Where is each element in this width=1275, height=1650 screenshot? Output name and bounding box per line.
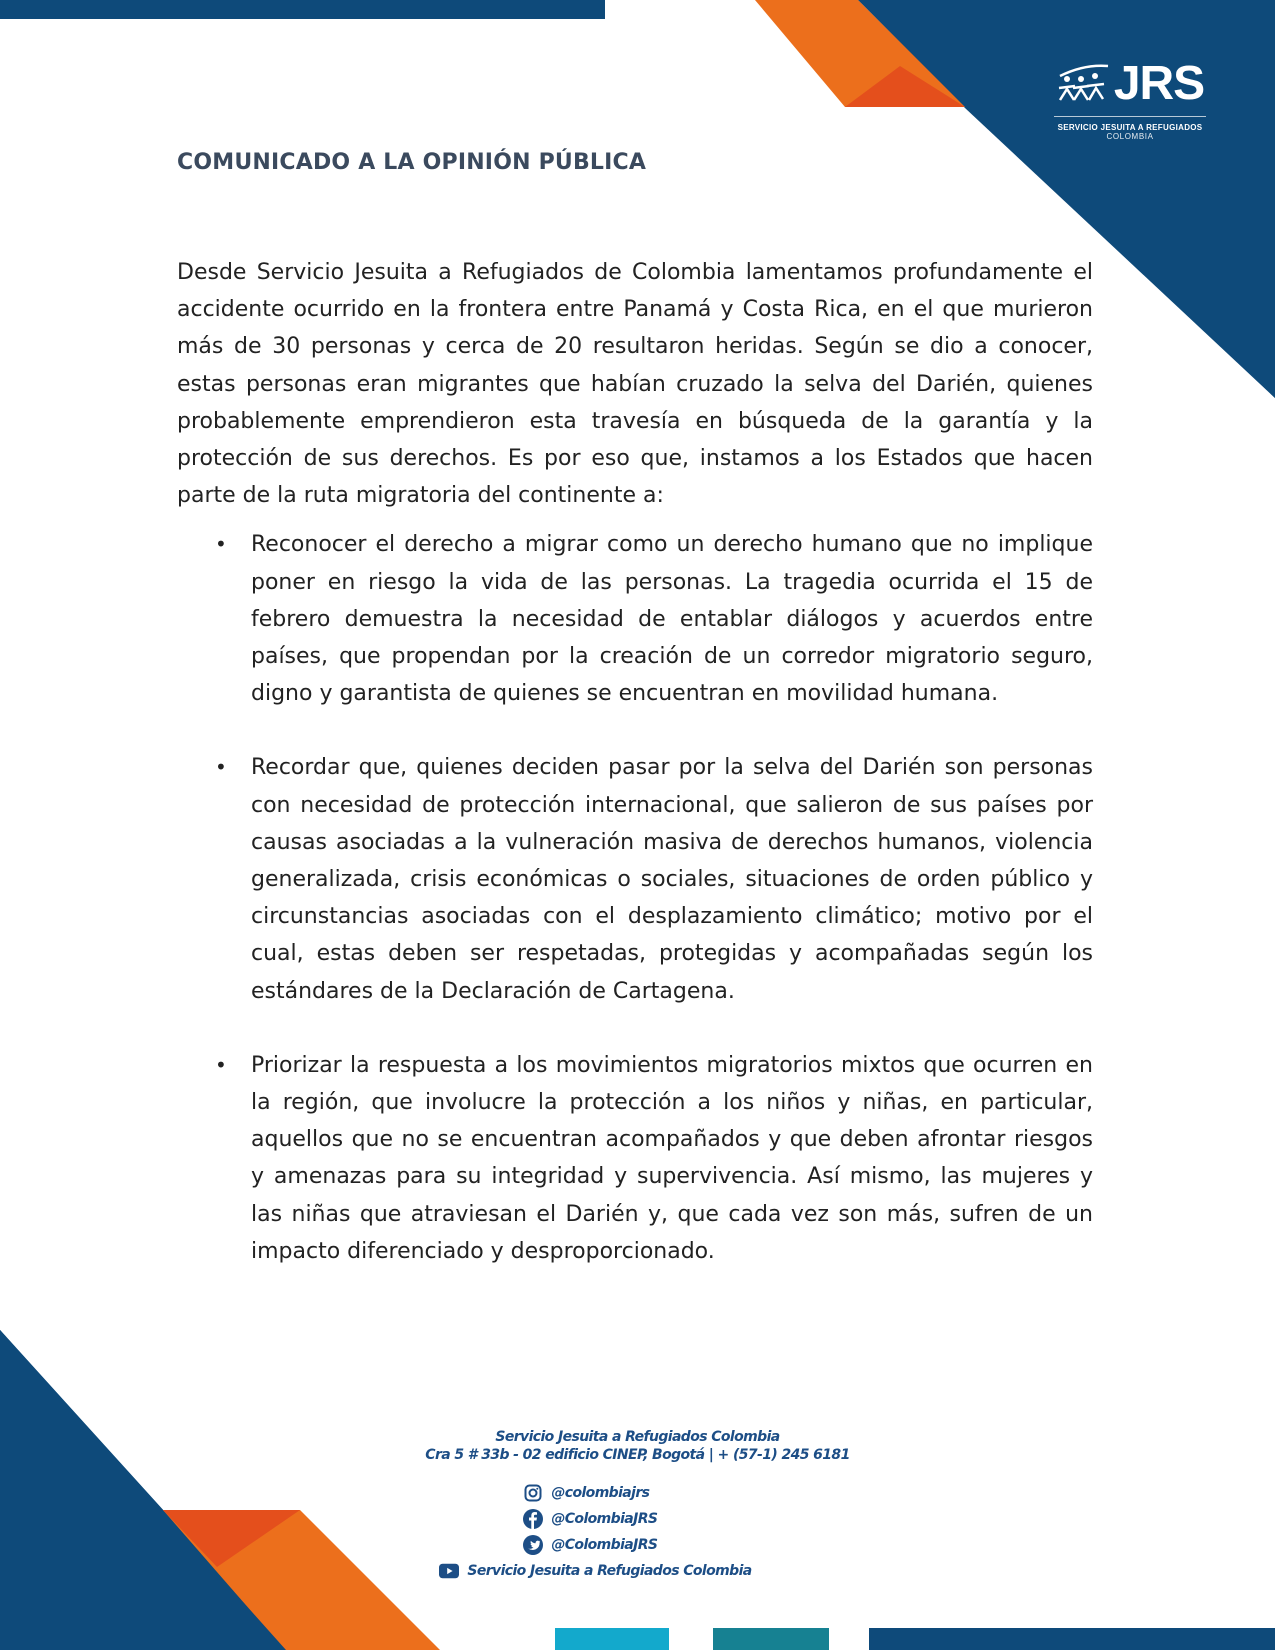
bottom-cyan-bar xyxy=(555,1628,669,1650)
footer-org-name: Servicio Jesuita a Refugiados Colombia xyxy=(495,1429,780,1445)
list-item-text: Priorizar la respuesta a los movimientos migratorios mixtos que ocurren en la región, que involucre la protección a los niños y niñas, en particular, aquellos que no se encuentran acompañados y que deben afrontar riesgos y amenazas para su integridad y supervivencia. Así mismo, las mujeres y las niñas que atraviesan el Darién y, que cada vez son más, sufren de un impacto diferenciado y desproporcionado. xyxy=(251,1052,1093,1264)
list-item xyxy=(177,749,1093,1009)
bottom-navy-bar xyxy=(869,1628,1275,1650)
facebook-icon xyxy=(523,1509,543,1529)
refugee-figures-icon xyxy=(1056,62,1110,106)
social-twitter[interactable] xyxy=(523,1532,751,1558)
social-handle: @ColombiaJRS xyxy=(551,1511,658,1527)
list-item-text: Recordar que, quienes deciden pasar por la selva del Darién son personas con necesidad de protección internacional, que salieron de sus países por causas asociadas a la vulneración masiva de derechos humanos, violencia generalizada, crisis económicas o sociales, situaciones de orden público y circunstancias asociadas con el desplazamiento climático; motivo por el cual, estas deben ser respetadas, protegidas y acompañadas según los estándares de la Declaración de Cartagena. xyxy=(251,755,1093,1004)
social-youtube[interactable] xyxy=(439,1558,751,1584)
logo-subtitle: SERVICIO JESUITA A REFUGIADOS xyxy=(1057,123,1203,132)
social-facebook[interactable] xyxy=(523,1506,751,1532)
page-title: COMUNICADO A LA OPINIÓN PÚBLICA xyxy=(177,150,647,175)
social-handle: @ColombiaJRS xyxy=(551,1537,658,1553)
document-body xyxy=(177,254,1093,1307)
social-instagram[interactable] xyxy=(523,1480,751,1506)
footer xyxy=(0,1428,1275,1584)
logo-country: COLOMBIA xyxy=(1106,132,1154,141)
intro-paragraph: Desde Servicio Jesuita a Refugiados de Colombia lamentamos profundamente el accidente ocurrido en la frontera entre Panamá y Costa Rica, en el que murieron más de 30 personas y cerca de 20 resultaron heridas. Según se dio a conocer, estas personas eran migrantes que habían cruzado la selva del Darién, quienes probablemente emprendieron esta travesía en búsqueda de la garantía y la protección de sus derechos. Es por eso que, instamos a los Estados que hacen parte de la ruta migratoria del continente a: xyxy=(177,260,1093,509)
list-item xyxy=(177,1047,1093,1270)
bullet-icon: • xyxy=(215,1052,227,1077)
bottom-teal-bar xyxy=(713,1628,829,1650)
bullet-icon: • xyxy=(215,755,227,780)
social-links xyxy=(467,1480,752,1584)
logo-divider xyxy=(1054,116,1206,117)
social-handle: Servicio Jesuita a Refugiados Colombia xyxy=(467,1563,752,1579)
footer-address: Cra 5 # 33b - 02 edificio CINEP, Bogotá | + (57-1) 245 6181 xyxy=(425,1447,850,1463)
bullet-icon: • xyxy=(215,532,227,557)
logo-text: JRS xyxy=(1113,57,1205,110)
twitter-icon xyxy=(523,1535,543,1555)
list-item xyxy=(177,526,1093,712)
demands-list xyxy=(177,526,1093,1270)
social-handle: @colombiajrs xyxy=(551,1485,650,1501)
instagram-icon xyxy=(523,1483,543,1503)
list-item-text: Reconocer el derecho a migrar como un derecho humano que no implique poner en riesgo la vida de las personas. La tragedia ocurrida el 15 de febrero demuestra la necesidad de entablar diálogos y acuerdos entre países, que propendan por la creación de un corredor migratorio seguro, digno y garantista de quienes se encuentran en movilidad humana. xyxy=(251,532,1093,707)
youtube-icon xyxy=(439,1561,459,1581)
jrs-logo xyxy=(1050,58,1210,141)
